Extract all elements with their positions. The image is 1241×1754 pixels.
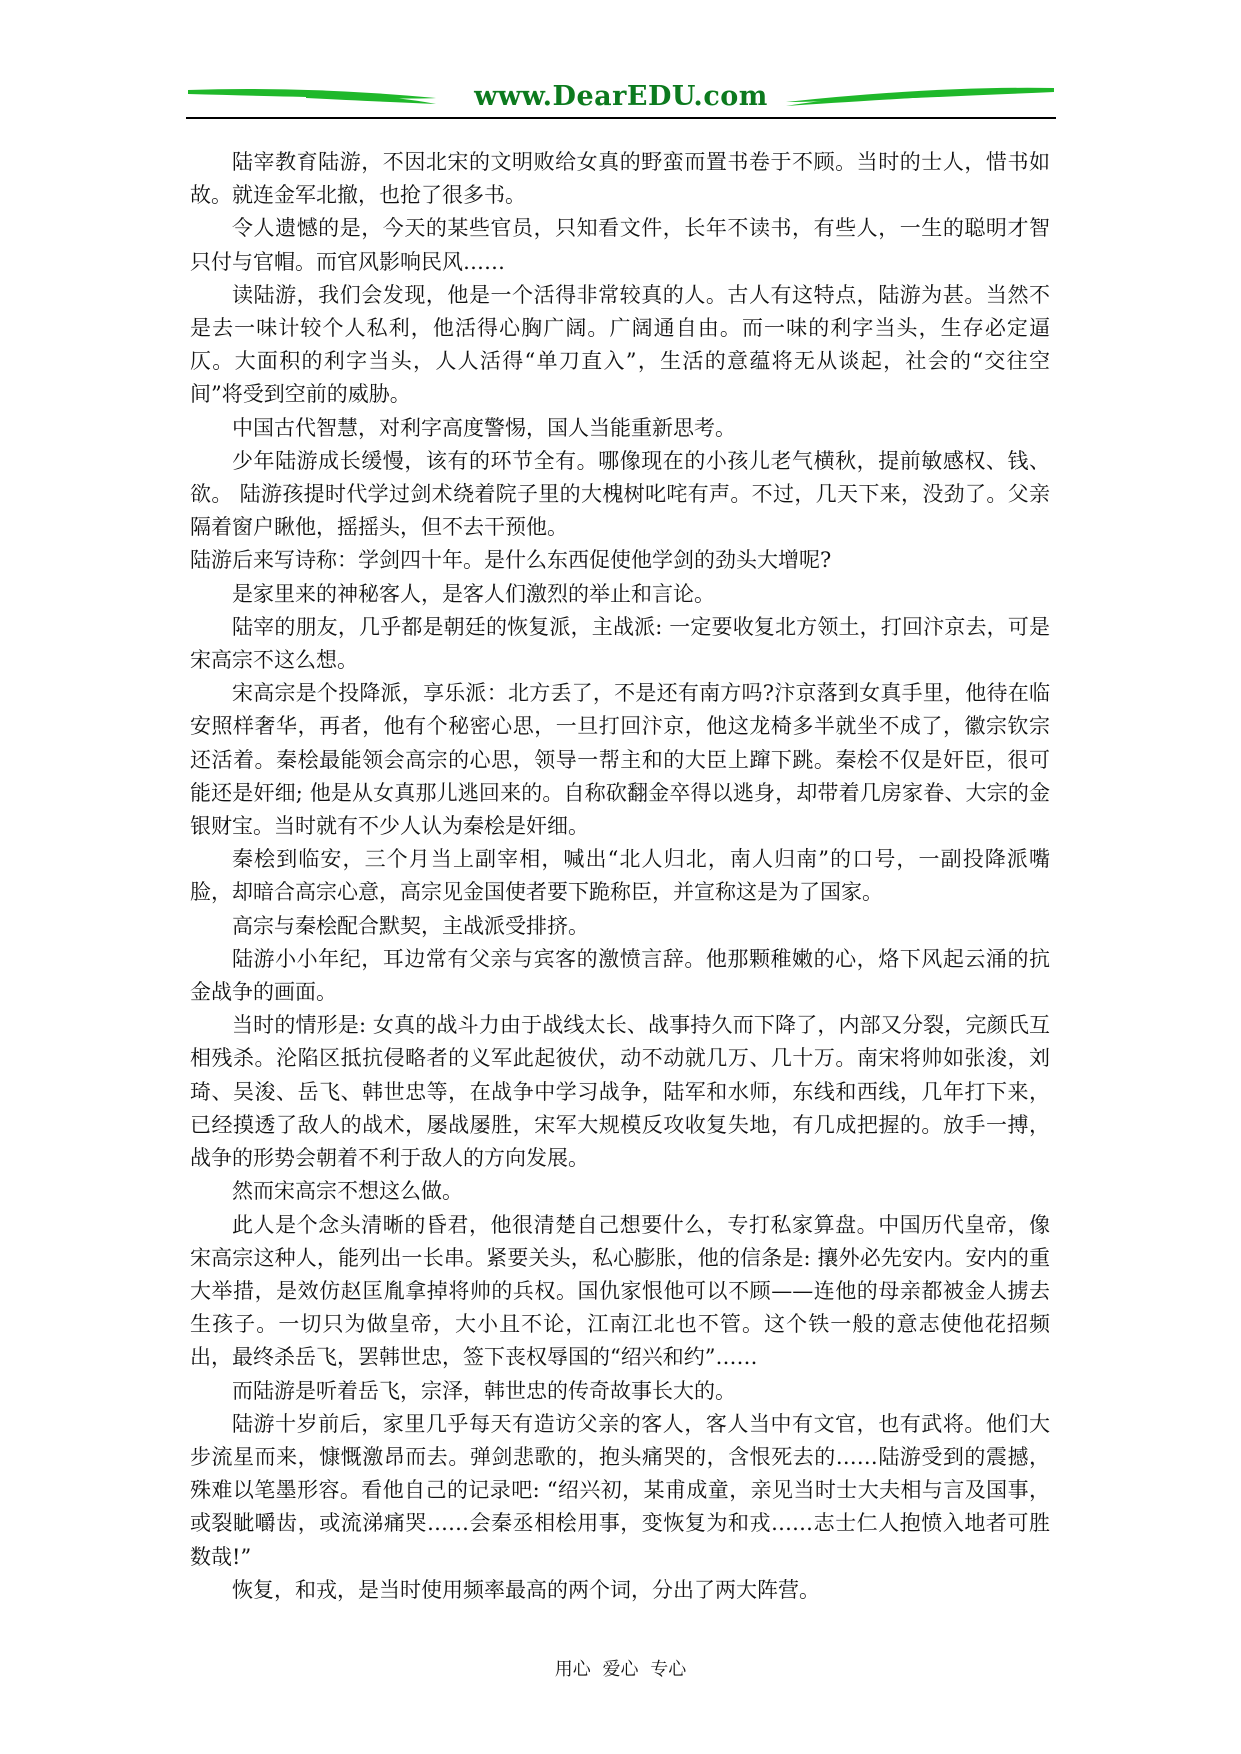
page-header (186, 82, 1056, 120)
paragraph: 少年陆游成长缓慢，该有的环节全有。哪像现在的小孩儿老气横秋，提前敏感权、钱、欲。 陆游孩提时代学过剑术绕着院子里的大槐树叱咤有声。不过，几天下来，没劲了。父亲隔着窗户瞅他，摇摇头，但不去干预他。 (190, 448, 1050, 540)
paragraph: 是家里来的神秘客人，是客人们激烈的举止和言论。 (232, 581, 715, 606)
paragraph: 中国古代智慧，对利字高度警惕，国人当能重新思考。 (232, 415, 736, 440)
paragraph: 陆游十岁前后，家里几乎每天有造访父亲的客人，客人当中有文官，也有武将。他们大步流星而来，慷慨激昂而去。弹剑悲歌的，抱头痛哭的，含恨死去的……陆游受到的震撼，殊难以笔墨形容。看他自己的记录吧: “绍兴初，某甫成童，亲见当时士大夫相与言及国事，或裂眦嚼齿，或流涕痛哭……会秦丞相桧用事，变恢复为和戎……志士仁人抱愤入地者可胜数哉!” (190, 1411, 1050, 1569)
paragraph: 陆游小小年纪，耳边常有父亲与宾客的激愤言辞。他那颗稚嫩的心，烙下风起云涌的抗金战争的画面。 (190, 946, 1050, 1005)
paragraph: 陆游后来写诗称：学剑四十年。是什么东西促使他学剑的劲头大增呢? (190, 548, 832, 573)
header-divider (186, 117, 1056, 119)
paragraph: 读陆游，我们会发现，他是一个活得非常较真的人。古人有这特点，陆游为甚。当然不是去一味计较个人私利，他活得心胸广阔。广阔通自由。而一味的利字当头，生存必定逼仄。大面积的利字当头，人人活得“单刀直入”，生活的意蕴将无从谈起，社会的“交往空间”将受到空前的威胁。 (190, 282, 1050, 407)
paragraph: 此人是个念头清晰的昏君，他很清楚自己想要什么，专打私家算盘。中国历代皇帝，像宋高宗这种人，能列出一长串。紧要关头，私心膨胀，他的信条是: 攘外必先安内。安内的重大举措，是效仿赵匡胤拿掉将帅的兵权。国仇家恨他可以不顾——连他的母亲都被金人掳去生孩子。一切只为做皇帝，大小且不论，江南江北也不管。这个铁一般的意志使他花招频出，最终杀岳飞，罢韩世忠，签下丧权辱国的“绍兴和约”…… (190, 1212, 1050, 1370)
page-footer: 用心 爱心 专心 (554, 1659, 687, 1680)
paragraph: 宋高宗是个投降派，享乐派：北方丢了，不是还有南方吗?汴京落到女真手里，他待在临安照样奢华，再者，他有个秘密心思，一旦打回汴京，他这龙椅多半就坐不成了，徽宗钦宗还活着。秦桧最能领会高宗的心思，领导一帮主和的大臣上蹿下跳。秦桧不仅是奸臣，很可能还是奸细; 他是从女真那儿逃回来的。自称砍翻金卒得以逃身，却带着几房家眷、大宗的金银财宝。当时就有不少人认为秦桧是奸细。 (190, 681, 1050, 839)
paragraph: 秦桧到临安，三个月当上副宰相，喊出“北人归北，南人归南”的口号，一副投降派嘴脸，却暗合高宗心意，高宗见金国使者要下跪称臣，并宣称这是为了国家。 (190, 847, 1050, 905)
article-body (190, 146, 1050, 1607)
site-name: www.DearEDU.com (474, 81, 768, 112)
paragraph: 高宗与秦桧配合默契，主战派受排挤。 (232, 913, 589, 938)
paragraph: 令人遗憾的是，今天的某些官员，只知看文件，长年不读书，有些人，一生的聪明才智只付与官帽。而官风影响民风…… (190, 216, 1050, 274)
paragraph: 而陆游是听着岳飞，宗泽，韩世忠的传奇故事长大的。 (232, 1378, 736, 1403)
paragraph: 恢复，和戎，是当时使用频率最高的两个词，分出了两大阵营。 (232, 1577, 820, 1602)
paragraph: 陆宰的朋友，几乎都是朝廷的恢复派，主战派: 一定要收复北方领土，打回汴京去，可是宋高宗不这么想。 (190, 614, 1050, 673)
paragraph: 当时的情形是: 女真的战斗力由于战线太长、战事持久而下降了，内部又分裂，完颜氏互相残杀。沦陷区抵抗侵略者的义军此起彼伏，动不动就几万、几十万。南宋将帅如张浚，刘琦、吴浚、岳飞、韩世忠等，在战争中学习战争，陆军和水师，东线和西线，几年打下来，已经摸透了敌人的战术，屡战屡胜，宋军大规模反攻收复失地，有几成把握的。放手一搏，战争的形势会朝着不利于敌人的方向发展。 (190, 1013, 1050, 1171)
paragraph: 然而宋高宗不想这么做。 (232, 1179, 463, 1204)
paragraph: 陆宰教育陆游，不因北宋的文明败给女真的野蛮而置书卷于不顾。当时的士人，惜书如故。就连金军北撤，也抢了很多书。 (190, 150, 1050, 208)
